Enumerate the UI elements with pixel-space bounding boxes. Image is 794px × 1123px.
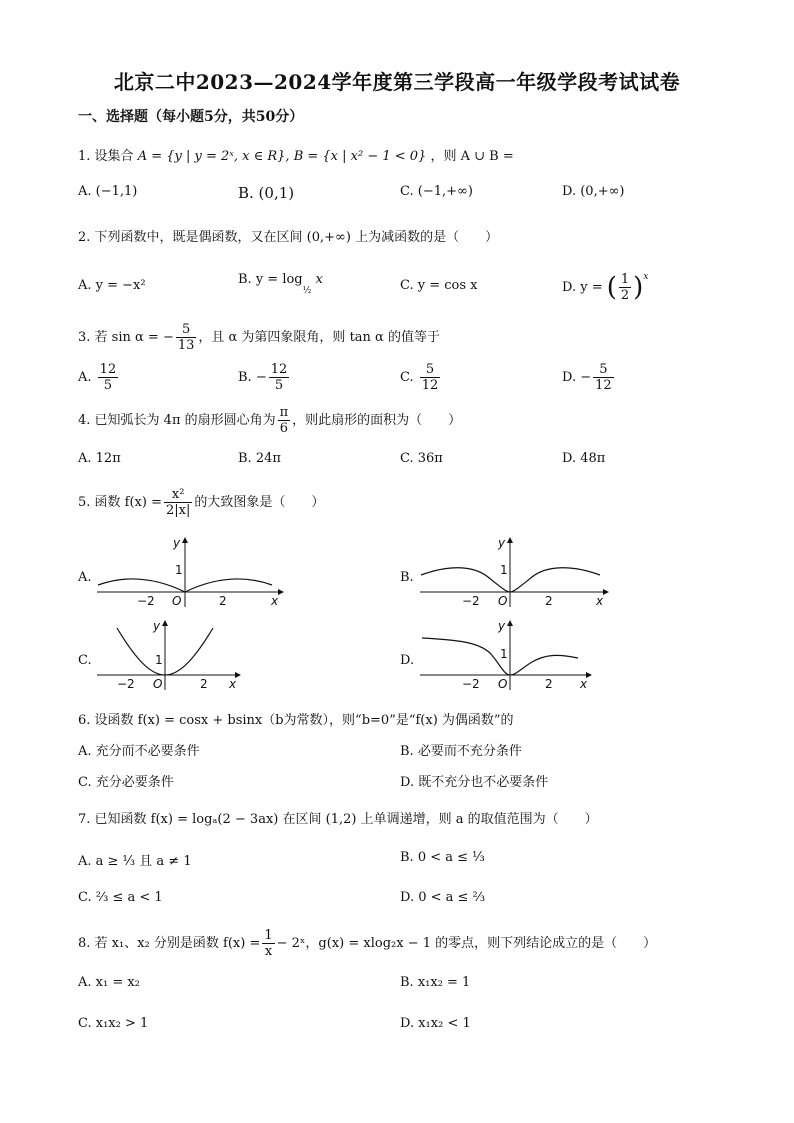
q4-option-a: A. 12π xyxy=(78,451,121,466)
y-label: y xyxy=(498,619,506,633)
q4-frac-num: π xyxy=(279,405,289,420)
q3-frac-num: 5 xyxy=(176,322,197,338)
q1-suffix: ，则 A ∪ B = xyxy=(430,149,514,164)
tick-1: 1 xyxy=(175,563,183,577)
q3-frac-den: 13 xyxy=(177,338,195,353)
section-heading: 一、选择题（每小题5分，共50分） xyxy=(78,109,304,125)
q6-option-b: B. 必要而不充分条件 xyxy=(400,744,522,759)
q5-option-b-label: B. xyxy=(400,570,414,585)
tick-2: 2 xyxy=(545,677,553,691)
tick-2: 2 xyxy=(219,594,227,608)
tick-2: 2 xyxy=(545,594,553,608)
y-label: y xyxy=(498,536,506,550)
q5-frac-den: 2|x| xyxy=(165,503,191,518)
q8-suffix: − 2ˣ，g(x) = xlog₂x − 1 的零点，则下列结论成立的是（ ） xyxy=(276,936,657,951)
q7-option-d: D. 0 < a ≤ ⅔ xyxy=(400,890,486,905)
q2-option-b-text: B. y = log xyxy=(238,272,303,287)
q3-a-den: 5 xyxy=(103,378,113,393)
q4-suffix: ，则此扇形的面积为（ ） xyxy=(292,413,462,428)
q4-frac-den: 6 xyxy=(279,421,289,436)
tick-1: 1 xyxy=(155,653,163,667)
tick-neg2: −2 xyxy=(117,677,135,691)
graph-b xyxy=(418,535,610,610)
q1-option-c: C. (−1,+∞) xyxy=(400,184,473,199)
tick-2: 2 xyxy=(200,677,208,691)
y-label: y xyxy=(173,536,181,550)
q5-suffix: 的大致图象是（ ） xyxy=(194,495,325,510)
y-arrow-icon xyxy=(507,620,513,626)
q3-option-c xyxy=(400,362,442,393)
q5-option-c-label: C. xyxy=(78,653,92,668)
q3-d-label: D. xyxy=(562,370,577,385)
q3-b-num: 12 xyxy=(270,362,288,377)
q3-d-num: 5 xyxy=(593,362,614,378)
origin-label: O xyxy=(153,677,163,691)
q8-frac-den: x xyxy=(264,944,273,959)
q8-prefix: 8. 若 x₁、x₂ 分别是函数 f(x) = xyxy=(78,936,261,951)
question-8 xyxy=(78,928,656,959)
q5-prefix: 5. 函数 f(x) = xyxy=(78,495,162,510)
q3-d-sign: − xyxy=(580,370,592,385)
q7-option-a: A. a ≥ ⅓ 且 a ≠ 1 xyxy=(78,854,192,869)
q8-frac-num: 1 xyxy=(264,928,273,943)
q3-c-den: 12 xyxy=(421,378,439,393)
y-arrow-icon xyxy=(182,537,188,543)
origin-label: O xyxy=(172,594,182,608)
q3-option-a xyxy=(78,362,120,393)
tick-neg2: −2 xyxy=(137,594,155,608)
tick-1: 1 xyxy=(500,647,508,661)
question-5 xyxy=(78,487,324,518)
origin-label: O xyxy=(498,594,508,608)
q2-option-d-text: D. y = xyxy=(562,280,603,295)
q5-option-a-label: A. xyxy=(78,570,92,585)
q6-option-a: A. 充分而不必要条件 xyxy=(78,744,200,759)
q3-prefix: 3. 若 sin α = − xyxy=(78,330,174,345)
y-arrow-icon xyxy=(507,537,513,543)
q1-option-b: B. (0,1) xyxy=(238,184,295,202)
q6-option-d: D. 既不充分也不必要条件 xyxy=(400,775,549,790)
q3-a-label: A. xyxy=(78,370,92,385)
q6-option-c: C. 充分必要条件 xyxy=(78,775,174,790)
q4-option-d: D. 48π xyxy=(562,451,606,466)
q3-b-den: 5 xyxy=(274,378,284,393)
question-4 xyxy=(78,405,461,436)
q8-option-d: D. x₁x₂ < 1 xyxy=(400,1016,471,1031)
q4-option-b: B. 24π xyxy=(238,451,281,466)
q3-suffix: ，且 α 为第四象限角，则 tan α 的值等于 xyxy=(198,330,440,345)
tick-neg2: −2 xyxy=(462,594,480,608)
q3-b-label: B. xyxy=(238,370,252,385)
q4-prefix: 4. 已知弧长为 4π 的扇形圆心角为 xyxy=(78,413,276,428)
q1-option-d: D. (0,+∞) xyxy=(562,184,625,199)
question-2: 2. 下列函数中，既是偶函数，又在区间 (0,+∞) 上为减函数的是（ ） xyxy=(78,230,499,245)
question-7: 7. 已知函数 f(x) = logₐ(2 − 3ax) 在区间 (1,2) 上单调递增，则 a 的取值范围为（ ） xyxy=(78,812,598,827)
q2-option-a: A. y = −x² xyxy=(78,278,146,293)
tick-1: 1 xyxy=(500,563,508,577)
q8-option-a: A. x₁ = x₂ xyxy=(78,975,140,990)
y-label: y xyxy=(153,619,161,633)
y-arrow-icon xyxy=(162,620,168,626)
question-3 xyxy=(78,322,440,353)
q3-b-sign: − xyxy=(255,370,267,385)
x-arrow-icon xyxy=(278,589,284,595)
question-6: 6. 设函数 f(x) = cosx + bsinx（b为常数），则“b=0”是“f(x) 为偶函数”的 xyxy=(78,713,514,728)
q3-c-num: 5 xyxy=(420,362,441,378)
q7-option-b: B. 0 < a ≤ ⅓ xyxy=(400,850,485,865)
x-label: x xyxy=(580,677,588,691)
q1-prefix: 1. 设集合 xyxy=(78,149,134,164)
q1-option-a: A. (−1,1) xyxy=(78,184,138,199)
q3-option-d xyxy=(562,362,616,393)
tick-neg2: −2 xyxy=(462,677,480,691)
q7-option-c: C. ⅔ ≤ a < 1 xyxy=(78,890,163,905)
graph-d xyxy=(418,618,598,693)
q5-option-d-label: D. xyxy=(400,653,415,668)
x-arrow-icon xyxy=(603,589,609,595)
graph-c xyxy=(95,618,245,693)
q3-option-b xyxy=(238,362,291,393)
x-label: x xyxy=(596,594,604,608)
q3-a-num: 12 xyxy=(99,362,117,377)
origin-label: O xyxy=(498,677,508,691)
q2-option-d: D. y = ( $\frac{1}{2}$ )$^x$ xyxy=(562,272,649,303)
x-label: x xyxy=(229,677,237,691)
q4-option-c: C. 36π xyxy=(400,451,443,466)
q5-frac-num: x² xyxy=(164,487,192,503)
q3-d-den: 12 xyxy=(595,378,612,393)
q1-math: A = {y | y = 2ˣ, x ∈ R}, B = {x | x² − 1 < 0} xyxy=(137,149,427,164)
q8-option-c: C. x₁x₂ > 1 xyxy=(78,1016,149,1031)
x-label: x xyxy=(271,594,279,608)
q2-option-c: C. y = cos x xyxy=(400,278,478,293)
q8-option-b: B. x₁x₂ = 1 xyxy=(400,975,471,990)
exam-title: 北京二中2023—2024学年度第三学段高一年级学段考试试卷 xyxy=(113,70,681,94)
q3-c-label: C. xyxy=(400,370,414,385)
q2-option-b: B. $y = \log_{\frac{1}{2}} x$ xyxy=(238,272,323,296)
question-1 xyxy=(78,145,514,164)
graph-a xyxy=(95,535,285,610)
